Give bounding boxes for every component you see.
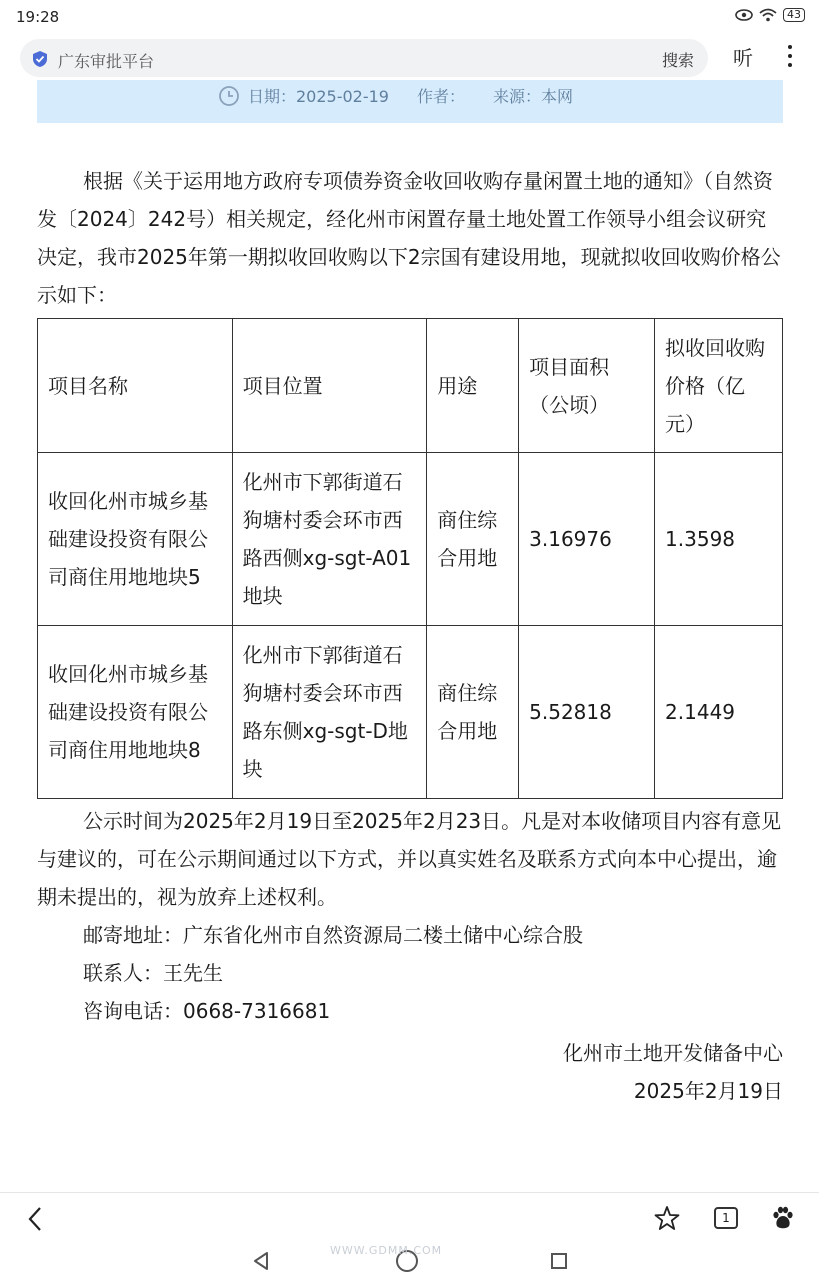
meta-source: 来源：本网 [493, 87, 574, 106]
notice-phone: 咨询电话：0668-7316681 [83, 999, 331, 1023]
address-bar[interactable] [20, 39, 708, 77]
back-arrow-icon[interactable] [24, 1205, 48, 1233]
cell-price: 1.3598 [655, 453, 783, 626]
more-menu-icon[interactable] [784, 42, 796, 70]
meta-date: 日期：2025-02-19 [248, 87, 389, 106]
nav-back-icon[interactable] [252, 1250, 270, 1272]
article-content [37, 162, 783, 1110]
intro-paragraph: 根据《关于运用地方政府专项债券资金收回收购存量闲置土地的通知》（自然资发〔2024〕242号）相关规定，经化州市闲置存量土地处置工作领导小组会议研究决定，我市2025年第一期拟收回收购以下2宗国有建设用地，现就拟收回收购价格公示如下： [37, 169, 781, 307]
header-location: 项目位置 [232, 319, 427, 453]
nav-recent-icon[interactable] [551, 1253, 567, 1269]
header-name: 项目名称 [38, 319, 233, 453]
cell-area: 3.16976 [519, 453, 655, 626]
star-icon[interactable] [654, 1205, 680, 1231]
status-icons [735, 8, 805, 22]
paw-icon[interactable] [770, 1205, 796, 1231]
bottom-toolbar [0, 1192, 819, 1244]
url-text: 广东审批平台 [58, 52, 155, 71]
article-meta-band [37, 80, 783, 123]
wifi-icon [759, 8, 777, 22]
cell-price: 2.1449 [655, 626, 783, 799]
header-use: 用途 [427, 319, 519, 453]
signature [37, 1034, 783, 1110]
table-row [38, 453, 783, 626]
notice-period: 公示时间为2025年2月19日至2025年2月23日。凡是对本收储项目内容有意见与建议的，可在公示期间通过以下方式，并以真实姓名及联系方式向本中心提出，逾期未提出的，视为放弃上述权利。 [37, 809, 782, 909]
listen-button[interactable]: 听 [733, 46, 753, 70]
search-button[interactable]: 搜索 [661, 51, 694, 70]
eye-icon [735, 9, 753, 21]
cell-name: 收回化州市城乡基础建设投资有限公司商住用地地块5 [38, 453, 233, 626]
price-table [37, 318, 783, 799]
status-bar [0, 0, 819, 34]
signature-date: 2025年2月19日 [633, 1079, 783, 1103]
status-time: 19:28 [16, 8, 60, 26]
meta-author: 作者： [417, 87, 466, 106]
shield-icon [32, 50, 48, 68]
signature-org: 化州市土地开发储备中心 [563, 1041, 783, 1065]
cell-location: 化州市下郭街道石狗塘村委会环市西路西侧xg-sgt-A01地块 [232, 453, 427, 626]
system-nav-bar [0, 1244, 819, 1280]
cell-use: 商住综合用地 [427, 453, 519, 626]
header-price: 拟收回收购价格（亿元） [655, 319, 783, 453]
watermark: WWW.GDMM.COM [330, 1244, 443, 1257]
cell-area: 5.52818 [519, 626, 655, 799]
clock-icon [218, 85, 240, 107]
notice-contact: 联系人：王先生 [83, 961, 223, 985]
notice-section [37, 802, 783, 1030]
cell-name: 收回化州市城乡基础建设投资有限公司商住用地地块8 [38, 626, 233, 799]
cell-location: 化州市下郭街道石狗塘村委会环市西路东侧xg-sgt-D地块 [232, 626, 427, 799]
cell-use: 商住综合用地 [427, 626, 519, 799]
battery-icon: 43 [783, 8, 805, 22]
table-row [38, 626, 783, 799]
table-header-row [38, 319, 783, 453]
browser-bar [0, 36, 819, 80]
header-area: 项目面积（公顷） [519, 319, 655, 453]
tabs-button[interactable]: 1 [714, 1207, 738, 1229]
notice-address: 邮寄地址：广东省化州市自然资源局二楼土储中心综合股 [83, 923, 583, 947]
article-meta [218, 84, 573, 107]
